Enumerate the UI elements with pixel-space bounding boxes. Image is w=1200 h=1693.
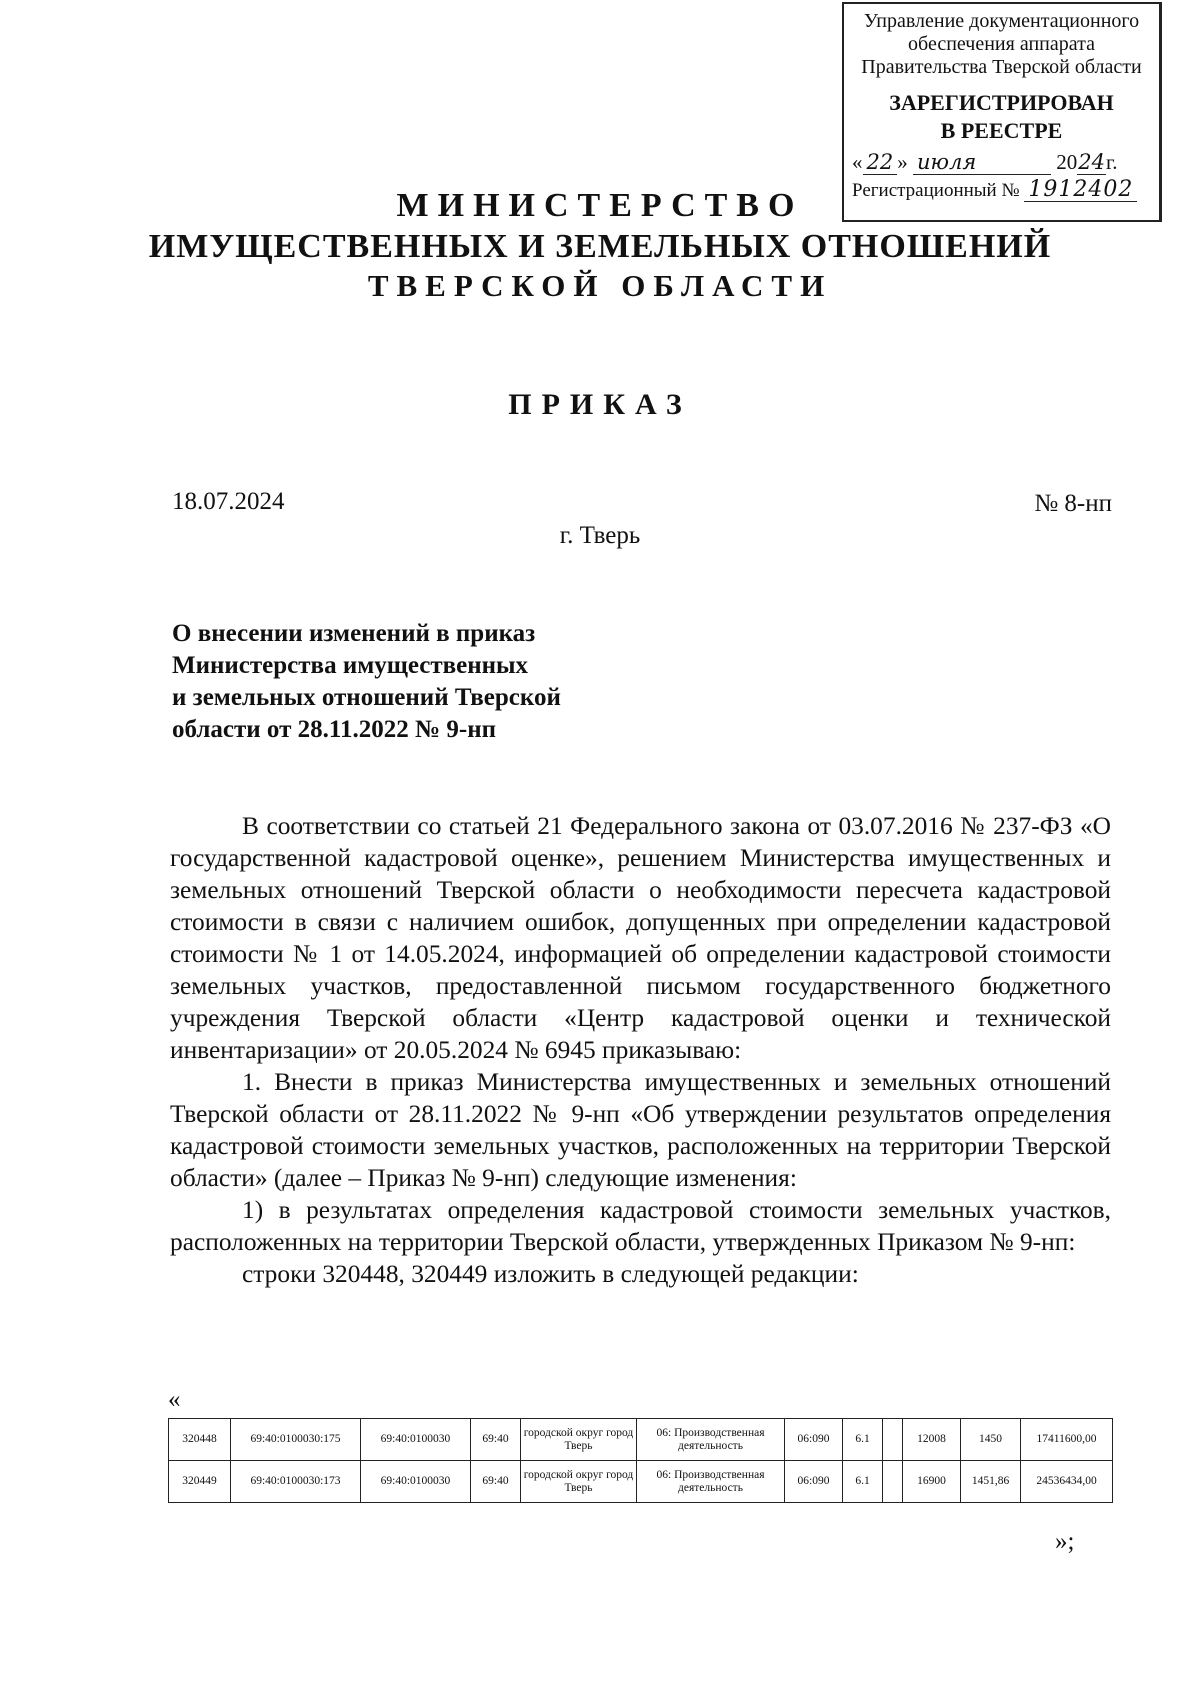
stamp-month: июля bbox=[913, 151, 1051, 175]
stamp-registered-line: ЗАРЕГИСТРИРОВАН bbox=[889, 90, 1114, 115]
stamp-year-mark: г. bbox=[1105, 150, 1118, 174]
cell-district-code: 69:40 bbox=[471, 1419, 521, 1461]
stamp-day: 22 bbox=[863, 151, 898, 175]
cell-unit-value: 1450 bbox=[961, 1419, 1021, 1461]
paragraph-subitem-1: 1) в результатах определения кадастровой стоимости земельных участков, расположенных на территории Тверской области, утвержденных Приказом № 9-нп: bbox=[170, 1196, 1111, 1256]
table-open-quote: « bbox=[168, 1386, 181, 1413]
paragraph-preamble: В соответствии со статьей 21 Федерального закона от 03.07.2016 № 237-ФЗ «О государственной кадастровой оценке», решением Министерства имущественных и земельных отношений Тверской области о необходимости пересчета кадастровой стоимости в связи с наличием ошибок, допущенных при определении кадастровой стоимости № 1 от 14.05.2024, информацией об определении кадастровой стоимости земельных участков, предоставленной письмом государственного бюджетного учреждения Тверской области «Центр кадастровой оценки и технической инвентаризации» от 20.05.2024 № 6945 приказываю: bbox=[170, 812, 1111, 1064]
cell-cadastral-quarter: 69:40:0100030 bbox=[361, 1419, 471, 1461]
cell-municipality: городской округ город Тверь bbox=[521, 1419, 637, 1461]
cell-empty bbox=[883, 1461, 903, 1503]
cell-usage-code: 06:090 bbox=[785, 1461, 843, 1503]
subject-line: О внесении изменений в приказ bbox=[172, 620, 536, 647]
document-date: 18.07.2024 bbox=[172, 488, 285, 515]
table-row bbox=[169, 1419, 1113, 1461]
document-number: № 8-нп bbox=[1034, 490, 1112, 517]
cell-municipality: городской округ город Тверь bbox=[521, 1461, 637, 1503]
cell-usage-segment: 06: Производственная деятельность bbox=[637, 1419, 785, 1461]
subject-line: Министерства имущественных bbox=[172, 652, 529, 679]
document-city: г. Тверь bbox=[559, 522, 641, 549]
ministry-title-line-1: МИНИСТЕРСТВО bbox=[396, 187, 804, 224]
cell-row-number: 320449 bbox=[169, 1461, 231, 1503]
paragraph-rows-instruction: строки 320448, 320449 изложить в следующей редакции: bbox=[242, 1260, 859, 1288]
stamp-organization bbox=[844, 10, 1159, 79]
cadastral-rows-table bbox=[168, 1418, 1113, 1503]
cell-cadastral-number: 69:40:0100030:173 bbox=[231, 1461, 361, 1503]
ministry-title-line-2: ИМУЩЕСТВЕННЫХ И ЗЕМЕЛЬНЫХ ОТНОШЕНИЙ bbox=[148, 228, 1052, 265]
cell-empty bbox=[883, 1419, 903, 1461]
subject-line: области от 28.11.2022 № 9-нп bbox=[172, 716, 497, 743]
document-type: ПРИКАЗ bbox=[508, 388, 692, 421]
stamp-date-open-quote: « bbox=[852, 150, 863, 174]
stamp-date bbox=[844, 151, 1159, 175]
stamp-registered-line: В РЕЕСТРЕ bbox=[940, 118, 1063, 143]
ministry-title-line-3: ТВЕРСКОЙ ОБЛАСТИ bbox=[367, 268, 833, 303]
cell-area: 12008 bbox=[903, 1419, 961, 1461]
cell-unit-value: 1451,86 bbox=[961, 1461, 1021, 1503]
subject-line: и земельных отношений Тверской bbox=[172, 684, 561, 711]
cell-cadastral-value: 17411600,00 bbox=[1021, 1419, 1113, 1461]
document-body bbox=[170, 810, 1111, 1290]
stamp-reg-number: 1912402 bbox=[1024, 178, 1137, 202]
cell-usage-segment: 06: Производственная деятельность bbox=[637, 1461, 785, 1503]
cell-usage-code: 06:090 bbox=[785, 1419, 843, 1461]
stamp-year-suffix: 24 bbox=[1078, 150, 1105, 174]
cell-cadastral-quarter: 69:40:0100030 bbox=[361, 1461, 471, 1503]
document-subject bbox=[172, 618, 692, 746]
cell-group-code: 6.1 bbox=[843, 1461, 883, 1503]
stamp-date-close-quote: » bbox=[897, 150, 908, 174]
cell-cadastral-number: 69:40:0100030:175 bbox=[231, 1419, 361, 1461]
paragraph-item-1: 1. Внести в приказ Министерства имущественных и земельных отношений Тверской области от 28.11.2022 № 9-нп «Об утверждении результатов определения кадастровой стоимости земельных участков, расположенных на территории Тверской области» (далее – Приказ № 9-нп) следующие изменения: bbox=[170, 1068, 1111, 1192]
cell-cadastral-value: 24536434,00 bbox=[1021, 1461, 1113, 1503]
stamp-reg-label: Регистрационный № bbox=[852, 180, 1020, 201]
table-row bbox=[169, 1461, 1113, 1503]
cell-district-code: 69:40 bbox=[471, 1461, 521, 1503]
stamp-org-line: Управление документационного bbox=[863, 10, 1140, 32]
cell-row-number: 320448 bbox=[169, 1419, 231, 1461]
stamp-registered bbox=[844, 89, 1159, 145]
cell-group-code: 6.1 bbox=[843, 1419, 883, 1461]
table-close-quote: »; bbox=[1055, 1528, 1075, 1555]
cell-area: 16900 bbox=[903, 1461, 961, 1503]
stamp-org-line: обеспечения аппарата bbox=[908, 33, 1095, 55]
stamp-year-prefix: 20 bbox=[1056, 150, 1078, 174]
stamp-org-line: Правительства Тверской области bbox=[861, 56, 1142, 78]
